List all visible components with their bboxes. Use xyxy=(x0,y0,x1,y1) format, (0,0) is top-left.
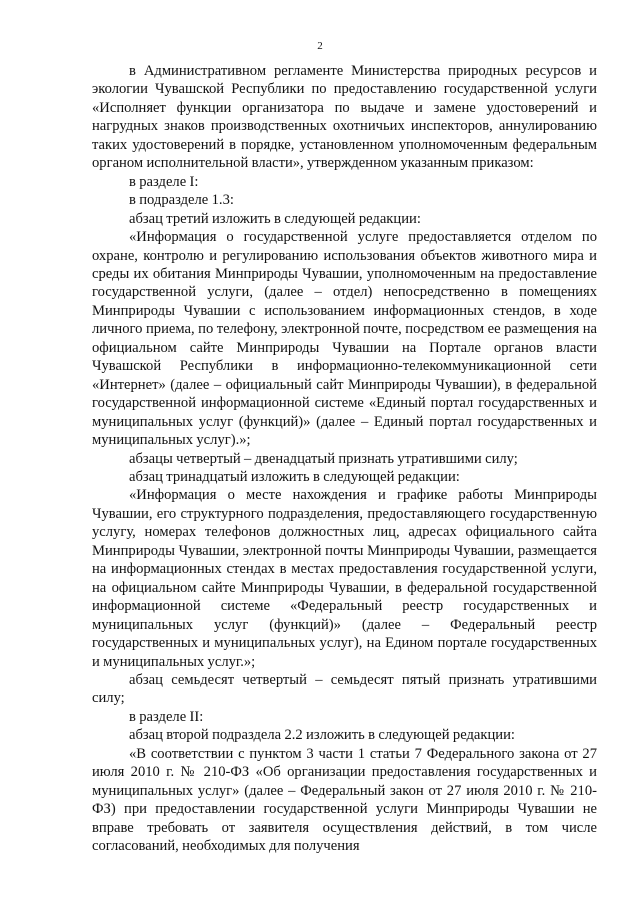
paragraph-location-quote: «Информация о месте нахождения и графике работы Минприроды Чувашии, его структурного подразделения, предоставляющего государственную услугу, номерах телефонов должностных лиц, адресах официального сайта Минприроды Чувашии, электронной почты Минприроды Чувашии, размещается на информационных стендах в местах предоставления государственной услуги, на официальном сайте Минприроды Чувашии, в федеральной государственной информационной системе «Федеральный реестр государственных и муниципальных услуг (функций)» (далее – Федеральный реестр государственных и муниципальных услуг), на Едином портале государственных и муниципальных услуг.»; xyxy=(92,487,597,670)
paragraph-subsection-1-3: в подразделе 1.3: xyxy=(129,192,234,209)
paragraph-third-abzac: абзац третий изложить в следующей редакции: xyxy=(129,210,421,227)
page-number: 2 xyxy=(317,40,323,52)
paragraph-section-1: в разделе I: xyxy=(129,173,199,190)
paragraph-seventy-four-invalid: абзац семьдесят четвертый – семьдесят пятый признать утратившими силу; xyxy=(92,671,597,707)
paragraph-abzacy-invalid: абзацы четвертый – двенадцатый признать утратившими силу; xyxy=(129,450,518,467)
paragraph-subsection-2-2: абзац второй подраздела 2.2 изложить в следующей редакции: xyxy=(129,727,515,744)
paragraph-section-2: в разделе II: xyxy=(129,708,204,725)
paragraph-info-quote: «Информация о государственной услуге предоставляется отделом по охране, контролю и регулированию использования объектов животного мира и среды их обитания Минприроды Чувашии, уполномоченным на предоставление государственной услуги, (далее – отдел) непосредственно в помещениях Минприроды Чувашии с использованием информационных стендов, в ходе личного приема, по телефону, электронной почте, посредством ее размещения на официальном сайте Минприроды Чувашии на Портале органов власти Чувашской Республики в информационно-телекоммуникационной сети «Интернет» (далее – официальный сайт Минприроды Чувашии), в федеральной государственной информационной системе «Единый портал государственных и муниципальных услуг (функций)» (далее – Единый портал государственных и муниципальных услуг).»; xyxy=(92,229,597,449)
paragraph-thirteenth-abzac: абзац тринадцатый изложить в следующей редакции: xyxy=(129,468,460,485)
document-body xyxy=(92,62,597,855)
paragraph-federal-law-quote: «В соответствии с пунктом 3 части 1 статьи 7 Федерального закона от 27 июля 2010 г. № 210-ФЗ «Об организации предоставления государственных и муниципальных услуг» (далее – Федеральный закон от 27 июля 2010 г. № 210-ФЗ) при предоставлении государственной услуги Минприроды Чувашии не вправе требовать от заявителя осуществления действий, в том числе согласований, необходимых для получения xyxy=(92,745,597,855)
paragraph-regulation-intro: в Административном регламенте Министерства природных ресурсов и экологии Чувашской Республики по предоставлению государственной услуги «Исполняет функции организатора по выдаче и замене удостоверений и нагрудных знаков производственных охотничьих инспекторов, аннулированию таких удостоверений в порядке, установленном уполномоченным федеральным органом исполнительной власти», утвержденном указанным приказом: xyxy=(92,63,597,172)
